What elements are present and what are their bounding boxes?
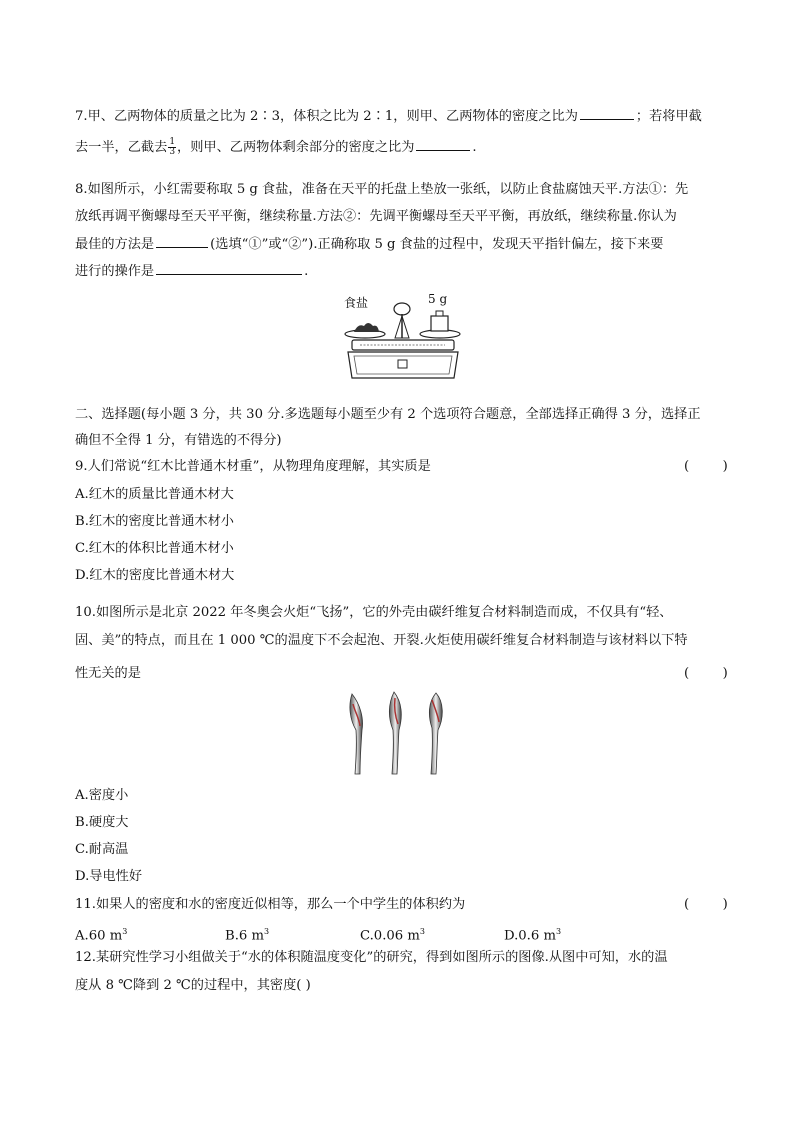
q9-option-d[interactable]: D.红木的密度比普通木材大 (75, 568, 235, 583)
q9-option-a[interactable]: A.红木的质量比普通木材大 (75, 487, 234, 502)
q12-line2: 度从 8 ℃降到 2 ℃的过程中，其密度( ) (75, 978, 311, 993)
q10-option-d[interactable]: D.导电性好 (75, 869, 143, 884)
q11-option-b[interactable]: B.6 $m^3$ (225, 927, 270, 944)
q9-option-b[interactable]: B.红木的密度比普通木材小 (75, 514, 234, 529)
q11-option-a[interactable]: A.60 $m^3$ (75, 927, 128, 944)
q7-text-b: ；若将甲截 (635, 109, 702, 124)
q8-blank-2[interactable] (156, 261, 302, 275)
q7-blank-2[interactable] (416, 137, 470, 151)
q12-line1: 12.某研究性学习小组做关于“水的体积随温度变化”的研究，得到如图所示的图像.从图中可知，水的温 (75, 950, 668, 965)
balance-drawing (340, 290, 465, 385)
q8-line2: 放纸再调平衡螺母至天平平衡，继续称量.方法②：先调平衡螺母至天平平衡，再放纸，继续称量.你认为 (75, 209, 677, 224)
section-2-heading-line2: 确但不全得 1 分，有错选的不得分) (75, 433, 282, 448)
q11-stem: 11.如果人的密度和水的密度近似相等，那么一个中学生的体积约为 (75, 897, 466, 912)
q10-option-c[interactable]: C.耐高温 (75, 842, 129, 857)
weight-label: 5 g (428, 292, 448, 306)
q9-option-c[interactable]: C.红木的体积比普通木材小 (75, 541, 234, 556)
balance-scale-figure (340, 290, 465, 385)
q10-line3: 性无关的是 (75, 666, 141, 681)
fraction-one-third: $\frac{1}{3}$ (169, 137, 176, 157)
q9-stem: 9.人们常说“红木比普通木材重”，从物理角度理解，其实质是 (75, 459, 431, 474)
q10-answer-paren[interactable]: ( ) (684, 666, 728, 681)
q7-text-c: 去一半，乙截去 (75, 140, 168, 155)
q10-option-b[interactable]: B.硬度大 (75, 815, 129, 830)
q11-option-d[interactable]: D.0.6 $m^3$ (504, 927, 562, 944)
q8-blank-1[interactable] (156, 234, 208, 248)
q7-blank-1[interactable] (580, 106, 634, 120)
q7-line1 (75, 106, 702, 127)
q9-answer-paren[interactable]: ( ) (684, 459, 728, 474)
torch-figure (342, 690, 452, 776)
q8-line3: 最佳的方法是 (选填“①”或“②”).正确称取 5 g 食盐的过程中，发现天平指针偏左，接下来要 (75, 234, 663, 255)
q10-line2: 固、美”的特点，而且在 1 000 ℃的温度下不会起泡、开裂.火炬使用碳纤维复合材料制造与该材料以下特 (75, 633, 688, 648)
q8-line1: 8.如图所示，小红需要称取 5 g 食盐，准备在天平的托盘上垫放一张纸，以防止食盐腐蚀天平.方法①：先 (75, 182, 689, 197)
q8-line4: 进行的操作是 . (75, 261, 308, 282)
salt-label: 食盐 (344, 296, 369, 310)
q11-option-c[interactable]: C.0.06 $m^3$ (360, 927, 425, 944)
q7-text-a: 7.甲、乙两物体的质量之比为 2∶3，体积之比为 2∶1，则甲、乙两物体的密度之比为 (75, 109, 578, 124)
q7-line2: 去一半，乙截去 $\frac{1}{3}$ ，则甲、乙两物体剩余部分的密度之比为 . (75, 137, 477, 157)
section-2-heading-line1: 二、选择题(每小题 3 分，共 30 分.多选题每小题至少有 2 个选项符合题意，全部选择正确得 3 分，选择正 (75, 407, 701, 422)
torch-drawing (342, 690, 452, 776)
q10-option-a[interactable]: A.密度小 (75, 788, 129, 803)
q7-text-d: ，则甲、乙两物体剩余部分的密度之比为 (177, 140, 415, 155)
q11-answer-paren[interactable]: ( ) (684, 897, 728, 912)
q10-line1: 10.如图所示是北京 2022 年冬奥会火炬“飞扬”，它的外壳由碳纤维复合材料制造而成，不仅具有“轻、 (75, 605, 673, 620)
